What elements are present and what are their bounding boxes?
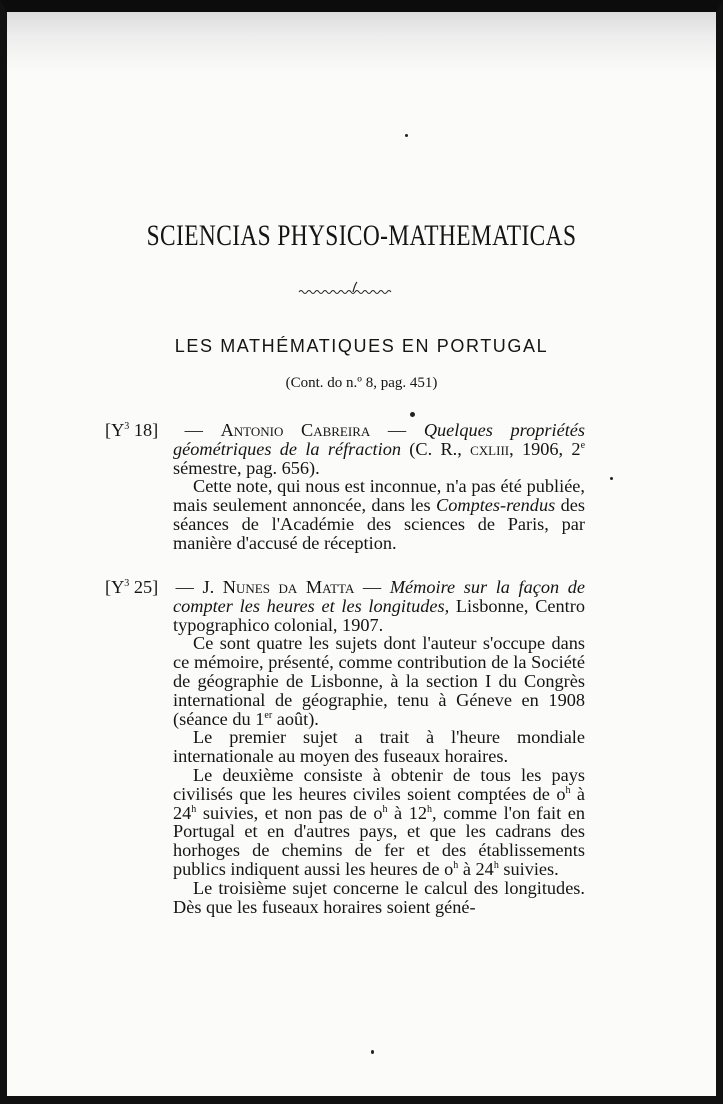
scan-shadow xyxy=(7,12,716,72)
ink-speck xyxy=(371,1050,374,1054)
classification-code: [$Y^3$ 18] xyxy=(105,420,159,440)
bibliography-entry xyxy=(105,421,585,553)
classification-code: [$Y^3$ 25] xyxy=(105,577,159,597)
bibliography-entry xyxy=(105,578,585,916)
work-title: Quelques propriétés géométriques de la réfraction xyxy=(173,420,586,459)
entry-paragraph: Le deuxième consiste à obtenir de tous les pays civilisés que les heures civiles soient comptées de $o^h$ à 24$^h$ suivies, et non pas de $o^h$ à 12$^h$, comme l'on fait en Portugal et en d'autres pays, et que les cadrans des horhoges de chemins de fer et des établissements publics indiquent aussi les heures de $o^h$ à 24$^h$ suivies. xyxy=(173,764,586,879)
entry-paragraph: Ce sont quatre les sujets dont l'auteur s'occupe dans ce mémoire, présenté, comme contribution de la Société de géographie de Lisbonne, à la section I du Congrès international de géographie, tenu à Géneve en 1908 (séance du 1er août). xyxy=(173,633,585,729)
work-title: Mémoire sur la façon de compter les heures et les longitudes, xyxy=(173,577,585,616)
entry-paragraph: Cette note, qui nous est inconnue, n'a pas été publiée, mais seulement annoncée, dans les Comptes-rendus des séances de l'Académie des sciences de Paris, par manière d'accusé de réception. xyxy=(173,476,585,553)
ink-speck xyxy=(610,477,613,480)
entry-heading: [$Y^3$ 25] — J. Nunes da Matta — Mémoire sur la façon de compter les heures et les longitudes, Lisbonne, Centro typographico colonial, 1907. xyxy=(105,577,585,635)
ornament-divider xyxy=(297,280,393,298)
ink-speck xyxy=(410,412,415,417)
ink-speck xyxy=(405,134,408,137)
entry-paragraph: Le premier sujet a trait à l'heure mondiale internationale au moyen des fuseaux horaires. xyxy=(173,727,585,767)
entry-paragraph: Le troisième sujet concerne le calcul des longitudes. Dès que les fuseaux horaires soient géné- xyxy=(173,877,585,917)
author-name: J. Nunes da Matta xyxy=(202,577,355,597)
article-title: LES MATHÉMATIQUES EN PORTUGAL xyxy=(174,336,549,356)
author-name: Antonio Cabreira xyxy=(220,420,371,440)
entry-heading: [$Y^3$ 18] — Antonio Cabreira — Quelques propriétés géométriques de la réfraction (C. R., cxliii, 1906, 2e sémestre, pag. 656). xyxy=(105,420,586,478)
section-title: SCIENCIAS PHYSICO-MATHEMATICAS xyxy=(146,219,577,252)
continuation-note: (Cont. do n.º 8, pag. 451) xyxy=(285,375,438,391)
